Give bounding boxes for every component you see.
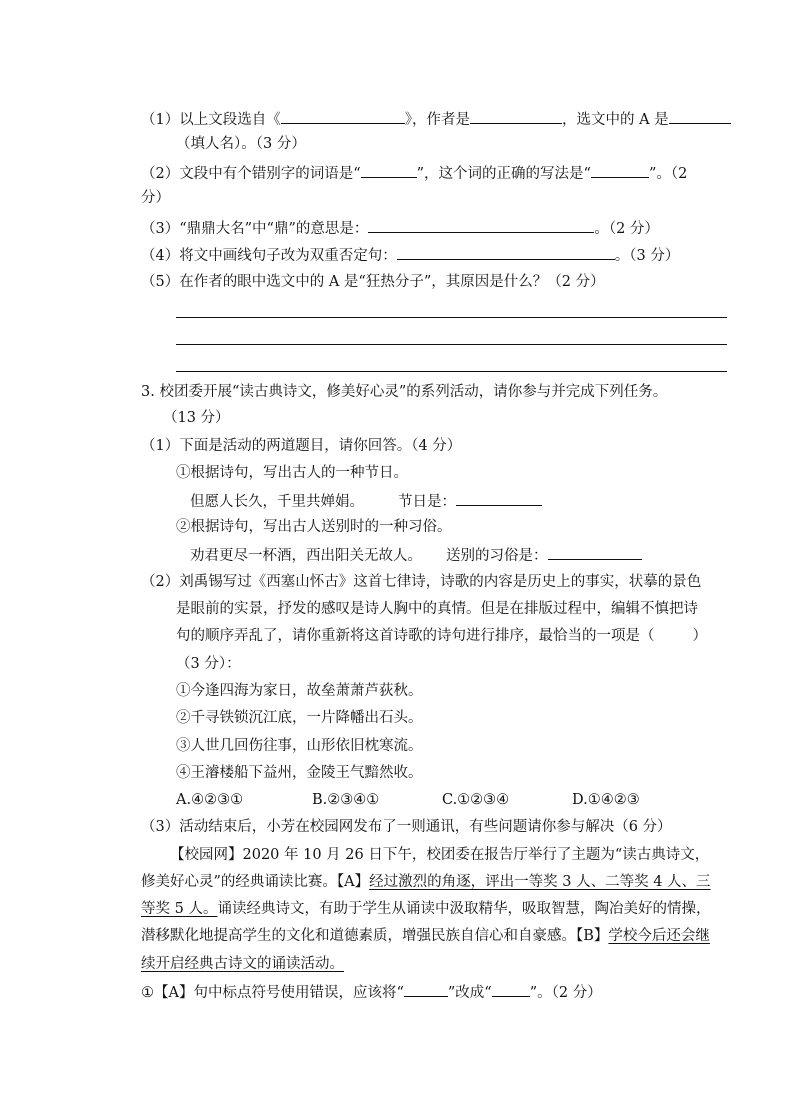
q2-text-a: （2）文段中有个错别字的词语是“	[141, 166, 361, 182]
q3-text-b: 。（2 分）	[594, 221, 659, 237]
part1-item2-prompt: ②根据诗句，写出古人送别时的一种习俗。	[176, 519, 452, 535]
q4-line	[141, 244, 679, 266]
poem-line-3: ③人世几回伤往事，山形依旧枕寒流。	[176, 738, 423, 754]
q3-answer-blank[interactable]	[368, 217, 594, 233]
part1-title: （1）下面是活动的两道题目，请你回答。（4 分）	[141, 438, 462, 454]
part2-score: （3 分）：	[176, 656, 241, 672]
part1-item1-line	[190, 490, 542, 512]
section3-score: （13 分）	[163, 410, 230, 426]
poem-line-2: ②千寻铁锁沉江底，一片降幡出石头。	[176, 710, 423, 726]
q3-text-a: （3）“鼎鼎大名”中“鼎”的意思是：	[141, 221, 369, 237]
q1-text-c: ，选文中的 A 是	[561, 112, 669, 128]
q1-author-blank[interactable]	[470, 108, 562, 124]
q2-correct-word-blank[interactable]	[591, 162, 649, 178]
news-line4	[141, 926, 710, 946]
news-line4-text: 潜移默化地提高学生的文化和道德素质，增强民族自信心和自豪感。【B】	[141, 928, 609, 944]
part3-title: （3）活动结束后，小芳在校园网发布了一则通讯，有些问题请你参与解决（6 分）	[141, 819, 672, 835]
q1-a-blank[interactable]	[669, 108, 731, 124]
q4-text-b: 。（3 分）	[614, 248, 680, 264]
poem-line-4: ④王濬楼船下益州，金陵王气黯然收。	[176, 765, 423, 781]
news-line2-text: 修美好心灵”的经典诵读比赛。【A】	[141, 874, 370, 890]
part3-q1-text-a: ①【A】句中标点符号使用错误，应该将“	[141, 985, 404, 1001]
part1-item1-ask: 节日是：	[398, 494, 456, 510]
part2-line3	[176, 626, 707, 646]
q5-answer-line-1[interactable]	[176, 317, 727, 318]
news-sentence-b-part1: 学校今后还会继	[608, 928, 710, 944]
news-sentence-b-part2: 续开启经典古诗文的诵读活动。	[141, 956, 344, 972]
part1-festival-blank[interactable]	[456, 490, 542, 506]
option-a[interactable]: A.④②③①	[176, 792, 244, 808]
part2-line1: （2）刘禹锡写过《西塞山怀古》这首七律诗，诗歌的内容是历史上的事实，状摹的景色	[141, 574, 702, 590]
q1-line2: （填人名）。（3 分）	[176, 136, 306, 152]
q2-line2: 分）	[141, 190, 170, 206]
q5-answer-line-3[interactable]	[176, 371, 727, 372]
option-c[interactable]: C.①②③④	[442, 792, 510, 808]
option-b[interactable]: B.②③④①	[312, 792, 380, 808]
section3-title: 3. 校团委开展“读古典诗文，修美好心灵”的系列活动，请你参与并完成下列任务。	[141, 384, 668, 400]
part1-item1-prompt: ①根据诗句，写出古人的一种节日。	[176, 465, 408, 481]
poem-line-1: ①今逢四海为家日，故垒萧萧芦荻秋。	[176, 683, 423, 699]
part2-line2: 是眼前的实景，抒发的感叹是诗人胸中的真情。但是在排版过程中，编辑不慎把诗	[176, 601, 698, 617]
q2-text-c: ”。（2	[648, 166, 688, 182]
part3-q1-line	[141, 981, 602, 1003]
part3-correct-punct-blank[interactable]	[492, 981, 530, 997]
q1-line1	[141, 108, 731, 130]
q4-answer-blank[interactable]	[397, 244, 615, 260]
part2-line3-text: 句的顺序弄乱了，请你重新将这首诗歌的诗句进行排序，最恰当的一项是（	[176, 628, 655, 644]
q2-wrong-word-blank[interactable]	[361, 162, 417, 178]
q1-text-a: （1）以上文段选自《	[141, 112, 281, 128]
part3-wrong-punct-blank[interactable]	[404, 981, 448, 997]
q1-text-b: 》，作者是	[404, 112, 470, 128]
part1-item2-poem: 劝君更尽一杯酒，西出阳关无故人。	[190, 548, 422, 564]
news-line1: 【校园网】2020 年 10 月 26 日下午，校团委在报告厅举行了主题为“读古典诗文，	[170, 847, 710, 863]
q2-line1	[141, 162, 687, 184]
part1-item2-line	[190, 544, 642, 566]
q5-question: （5）在作者的眼中选文中的 A 是“狂热分子”，其原因是什么？（2 分）	[141, 274, 605, 290]
news-line3	[141, 899, 710, 919]
part3-q1-text-b: ”改成“	[447, 985, 492, 1001]
news-line2	[141, 872, 711, 892]
news-sentence-a-part1: 经过激烈的角逐，评出一等奖 3 人、二等奖 4 人、三	[369, 874, 711, 890]
q1-book-blank[interactable]	[281, 108, 405, 124]
news-line5	[141, 954, 344, 974]
part3-q1-text-c: ”。（2 分）	[529, 985, 602, 1001]
option-d[interactable]: D.①④②③	[572, 792, 640, 808]
q2-text-b: ”，这个词的正确的写法是“	[416, 166, 591, 182]
q5-answer-line-2[interactable]	[176, 344, 727, 345]
part1-item1-poem: 但愿人长久，千里共婵娟。	[190, 494, 364, 510]
part1-custom-blank[interactable]	[548, 544, 642, 560]
news-sentence-a-part2: 等奖 5 人。	[141, 901, 218, 917]
q3-line	[141, 217, 659, 239]
news-line3-text: 诵读经典诗文，有助于学生从诵读中汲取精华，吸取智慧，陶冶美好的情操，	[217, 901, 711, 917]
part1-item2-ask: 送别的习俗是：	[446, 548, 548, 564]
q4-text-a: （4）将文中画线句子改为双重否定句：	[141, 248, 397, 264]
part2-line3-close: ）	[692, 628, 707, 644]
